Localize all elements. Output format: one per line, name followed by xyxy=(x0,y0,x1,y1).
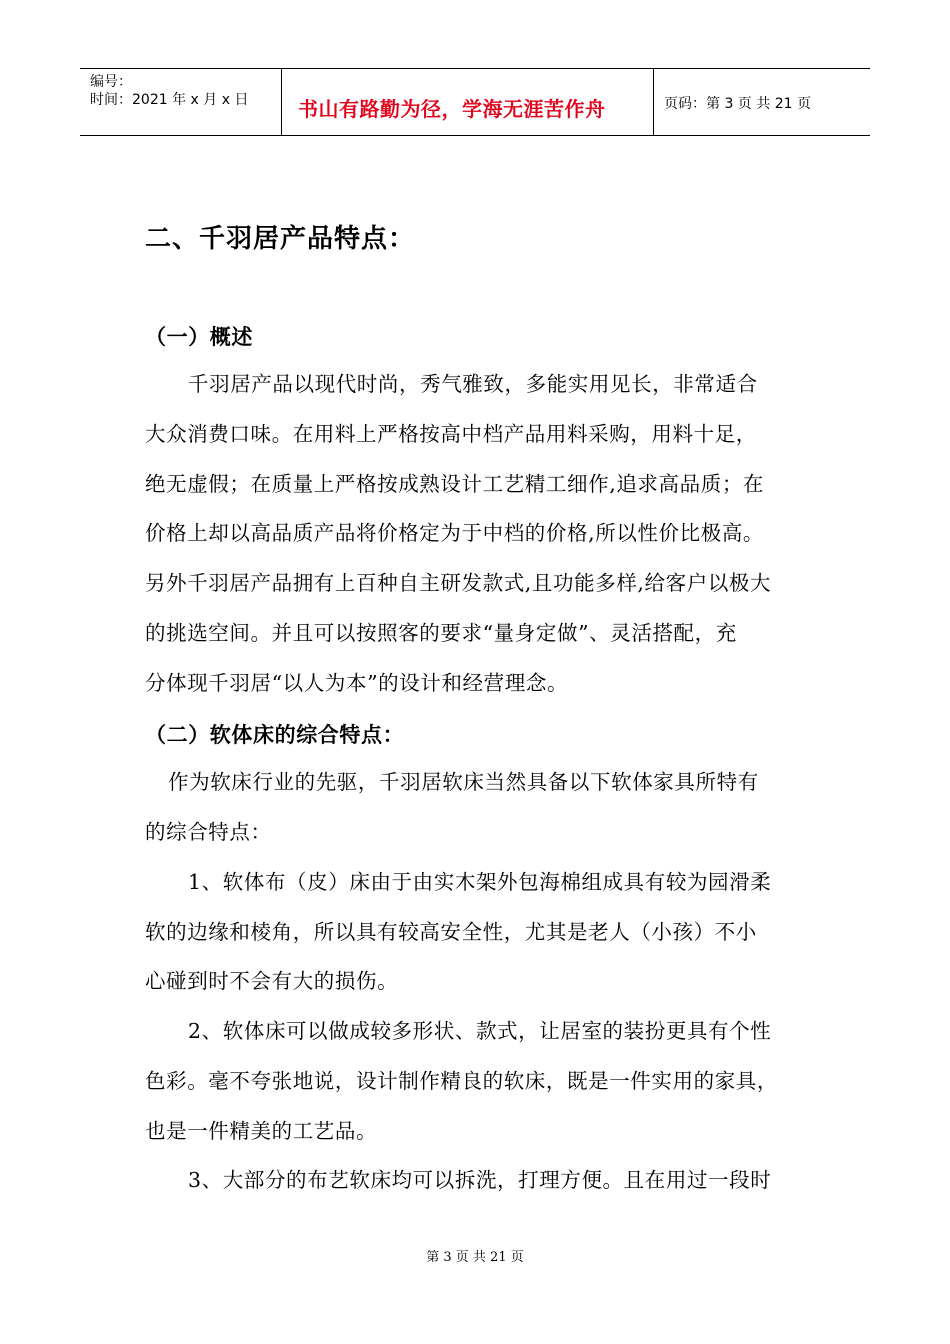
features-heading: （二）软体床的综合特点： xyxy=(145,722,405,747)
paragraph-line: 大众消费口味。在用料上严格按高中档产品用料采购，用料十足， xyxy=(145,422,757,446)
document-date-label: 时间：2021 年 x 月 x 日 xyxy=(90,92,249,108)
header-motto-cell xyxy=(282,69,654,135)
paragraph-line: 作为软床行业的先驱，千羽居软床当然具备以下软体家具所特有 xyxy=(168,770,759,794)
header-page-info: 页码：第 3 页 共 21 页 xyxy=(664,96,811,112)
paragraph-line: 心碰到时不会有大的损伤。 xyxy=(145,969,399,993)
header-page-cell xyxy=(654,69,870,135)
page-header xyxy=(80,68,870,136)
paragraph-line: 1、软体布（皮）床由于由实木架外包海棉组成具有较为园滑柔 xyxy=(188,870,772,894)
header-meta-cell xyxy=(80,69,282,135)
paragraph-line: 色彩。毫不夸张地说，设计制作精良的软床，既是一件实用的家具， xyxy=(145,1069,778,1093)
paragraph-line: 的挑选空间。并且可以按照客的要求“量身定做”、灵活搭配，充 xyxy=(145,621,737,645)
paragraph-line: 3、大部分的布艺软床均可以拆洗，打理方便。且在用过一段时 xyxy=(188,1168,772,1192)
paragraph-line: 价格上却以高品质产品将价格定为于中档的价格,所以性价比极高。 xyxy=(145,521,765,545)
paragraph-line: 另外千羽居产品拥有上百种自主研发款式,且功能多样,给客户以极大 xyxy=(145,571,772,595)
paragraph-line: 的综合特点： xyxy=(145,820,272,844)
paragraph-line: 也是一件精美的工艺品。 xyxy=(145,1119,378,1143)
header-motto: 书山有路勤为径，学海无涯苦作舟 xyxy=(298,97,606,121)
section-title: 二、千羽居产品特点： xyxy=(145,224,416,254)
paragraph-line: 2、软体床可以做成较多形状、款式，让居室的装扮更具有个性 xyxy=(188,1019,772,1043)
overview-heading: （一）概述 xyxy=(145,324,253,349)
document-number-label: 编号： xyxy=(90,74,132,90)
paragraph-line: 软的边缘和棱角，所以具有较高安全性，尤其是老人（小孩）不小 xyxy=(145,920,757,944)
page-footer: 第 3 页 共 21 页 xyxy=(426,1250,524,1265)
paragraph-line: 千羽居产品以现代时尚，秀气雅致，多能实用见长，非常适合 xyxy=(188,372,758,396)
paragraph-line: 绝无虚假；在质量上严格按成熟设计工艺精工细作,追求高品质；在 xyxy=(145,472,765,496)
paragraph-line: 分体现千羽居“以人为本”的设计和经营理念。 xyxy=(145,671,569,695)
